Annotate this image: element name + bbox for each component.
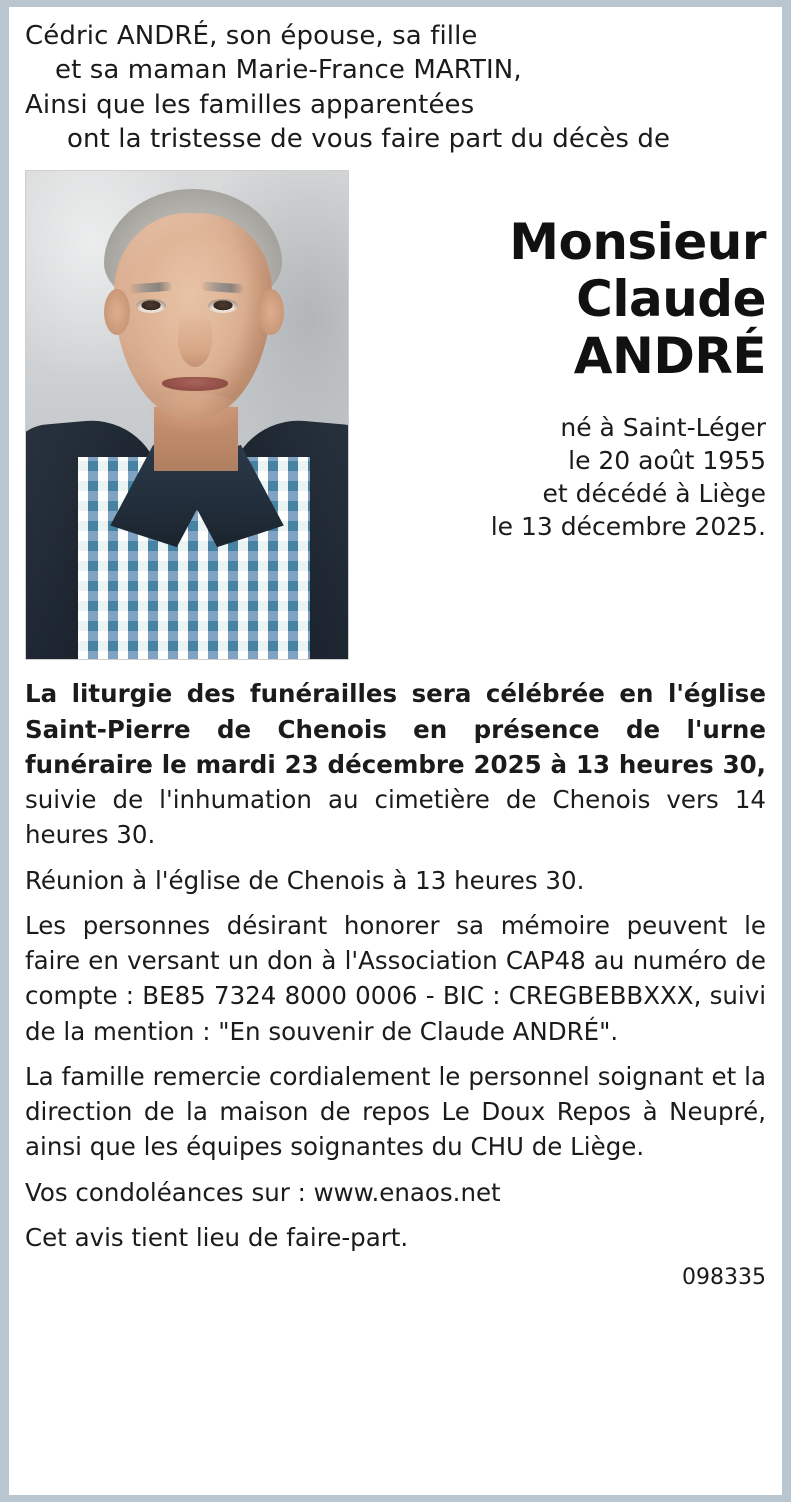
intro-line-4: ont la tristesse de vous faire part du décès de (67, 123, 671, 154)
funeral-remainder: suivie de l'inhumation au cimetière de Chenois vers 14 heures 30. (25, 785, 766, 850)
death-date: le 13 décembre 2025. (490, 512, 766, 542)
deceased-title: Monsieur (509, 213, 766, 272)
thanks-paragraph: La famille remercie cordialement le personnel soignant et la direction de la maison de repos Le Doux Repos à Neupré, ainsi que les équipes soignantes du CHU de Liège. (25, 1061, 766, 1162)
closing-paragraph: Cet avis tient lieu de faire-part. (25, 1222, 409, 1252)
condolences-paragraph: Vos condoléances sur : www.enaos.net (25, 1177, 501, 1207)
intro-line-2: et sa maman Marie-France MARTIN, (55, 55, 522, 86)
funeral-highlight: La liturgie des funérailles sera célébrée en l'église Saint-Pierre de Chenois en présence de l'urne funéraire le mardi 23 décembre 2025 à 13 heures 30, (25, 679, 766, 779)
nose (178, 311, 212, 367)
notice-body (25, 676, 766, 1255)
deceased-section (25, 170, 766, 660)
ear-right (258, 289, 284, 335)
death-place: et décédé à Liège (542, 479, 766, 509)
birth-place: né à Saint-Léger (560, 413, 766, 443)
intro-line-1: Cédric ANDRÉ, son épouse, sa fille (25, 21, 478, 51)
meeting-paragraph: Réunion à l'église de Chenois à 13 heures 30. (25, 865, 585, 895)
birth-date: le 20 août 1955 (568, 446, 766, 476)
intro-line-3: Ainsi que les familles apparentées (25, 89, 475, 120)
birth-death-block (367, 411, 766, 543)
deceased-lastname: ANDRÉ (573, 327, 766, 386)
donation-paragraph: Les personnes désirant honorer sa mémoire peuvent le faire en versant un don à l'Association CAP48 au numéro de compte : BE85 7324 8000 0006 - BIC : CREGBEBBXXX, suivi de la mention : "En souvenir de Claude ANDRÉ". (25, 910, 766, 1046)
intro-block (25, 19, 766, 156)
portrait-photo (25, 170, 349, 660)
notice-reference: 098335 (682, 1265, 766, 1291)
deceased-firstname: Claude (576, 270, 766, 329)
name-block (349, 170, 766, 543)
ear-left (104, 289, 130, 335)
chin (144, 393, 244, 433)
funeral-paragraph (25, 676, 766, 852)
